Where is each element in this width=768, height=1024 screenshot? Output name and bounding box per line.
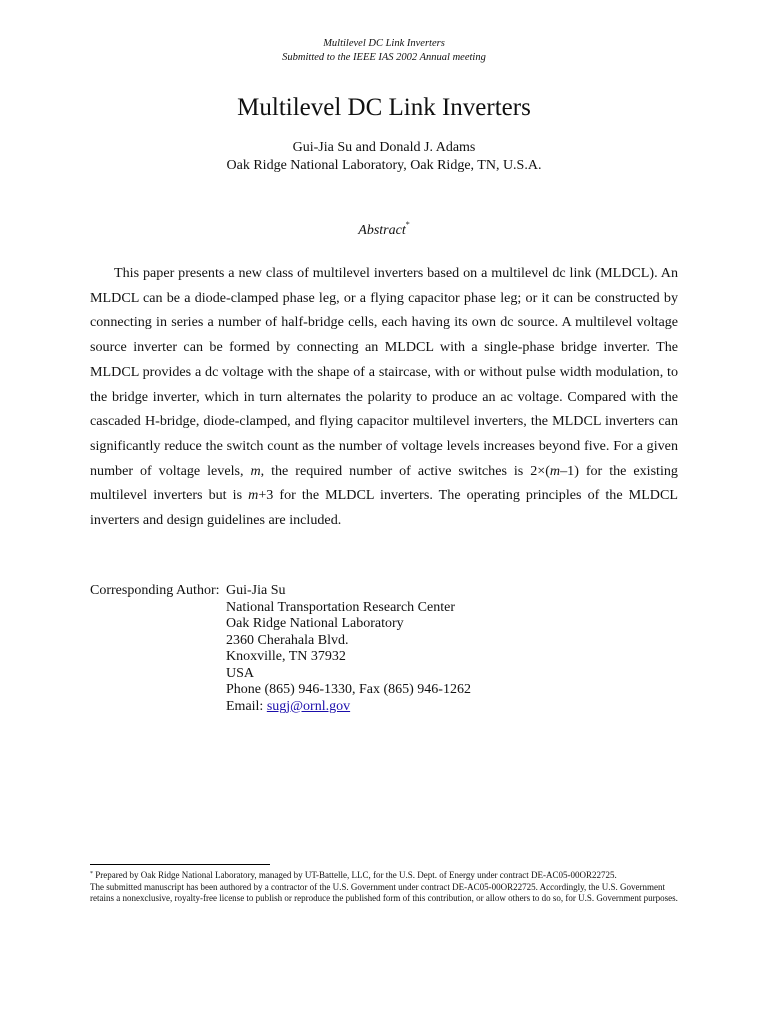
abstract-body xyxy=(90,261,678,533)
author-phone: Phone (865) 946-1330, Fax (865) 946-1262 xyxy=(226,682,471,697)
author-city: Knoxville, TN 37932 xyxy=(226,649,346,664)
variable-m: m xyxy=(250,462,261,479)
footnotes xyxy=(90,869,678,905)
corresponding-author-details xyxy=(226,583,471,715)
footnote-mark: * xyxy=(90,871,93,877)
abstract-heading xyxy=(0,220,768,239)
corresponding-author-label: Corresponding Author: xyxy=(90,583,220,598)
variable-m: m xyxy=(248,487,259,504)
abstract-text-4: +3 for the MLDCL inverters. The operating principles of the MLDCL inverters and design guidelines are included. xyxy=(90,487,678,529)
abstract-text-2: , the required number of active switches is 2×( xyxy=(260,462,550,479)
abstract-text-1: This paper presents a new class of multilevel inverters based on a multilevel dc link (MLDCL). An MLDCL can be a diode-clamped phase leg, or a flying capacitor phase leg; or it can be constructed by connecting in series a number of half-bridge cells, each having its own dc source. A multilevel voltage source inverter can be formed by connecting an MLDCL with a single-phase bridge inverter. The MLDCL provides a dc voltage with the shape of a staircase, with or without pulse width modulation, to the bridge inverter, which in turn alternates the polarity to produce an ac voltage. Compared with the cascaded H-bridge, diode-clamped, and flying capacitor multilevel inverters, the MLDCL inverters can significantly reduce the switch count as the number of voltage levels increases beyond five. For a given number of voltage levels, xyxy=(90,265,678,479)
abstract-heading-text: Abstract xyxy=(358,223,406,238)
footnote-1 xyxy=(90,869,678,882)
paper-title: Multilevel DC Link Inverters xyxy=(237,94,531,121)
running-header-venue: Submitted to the IEEE IAS 2002 Annual meeting xyxy=(282,52,486,63)
author-name: Gui-Jia Su xyxy=(226,583,286,598)
abstract-text-3: –1) for the existing multilevel inverters but is xyxy=(90,462,678,504)
author-email-line xyxy=(226,699,471,716)
email-link[interactable]: sugj@ornl.gov xyxy=(266,698,351,714)
author-block xyxy=(0,139,768,175)
abstract-footnote-mark: * xyxy=(405,220,410,229)
author-country: USA xyxy=(226,665,255,681)
footnote-divider xyxy=(90,864,270,865)
author-lab: Oak Ridge National Laboratory xyxy=(226,616,404,631)
author-street: 2360 Cherahala Blvd. xyxy=(226,632,349,648)
variable-m: m xyxy=(549,462,561,479)
author-center: National Transportation Research Center xyxy=(226,599,456,615)
running-header xyxy=(0,37,768,65)
email-label: Email: xyxy=(226,698,267,714)
author-names: Gui-Jia Su and Donald J. Adams xyxy=(292,140,476,155)
author-affiliation: Oak Ridge National Laboratory, Oak Ridge, TN, U.S.A. xyxy=(226,158,542,173)
footnote-2: The submitted manuscript has been authored by a contractor of the U.S. Government under contract DE-AC05-00OR22725. Accordingly, the U.S. Government retains a nonexclusive, royalty-free license to publish or reproduce the published form of this contribution, or allow others to do so, for U.S. Government purposes. xyxy=(90,881,678,903)
footnote-1-text: Prepared by Oak Ridge National Laboratory, managed by UT-Battelle, LLC, for the U.S. Dept. of Energy under contract DE-AC05-00OR22725. xyxy=(95,870,617,880)
running-header-title: Multilevel DC Link Inverters xyxy=(323,38,445,49)
